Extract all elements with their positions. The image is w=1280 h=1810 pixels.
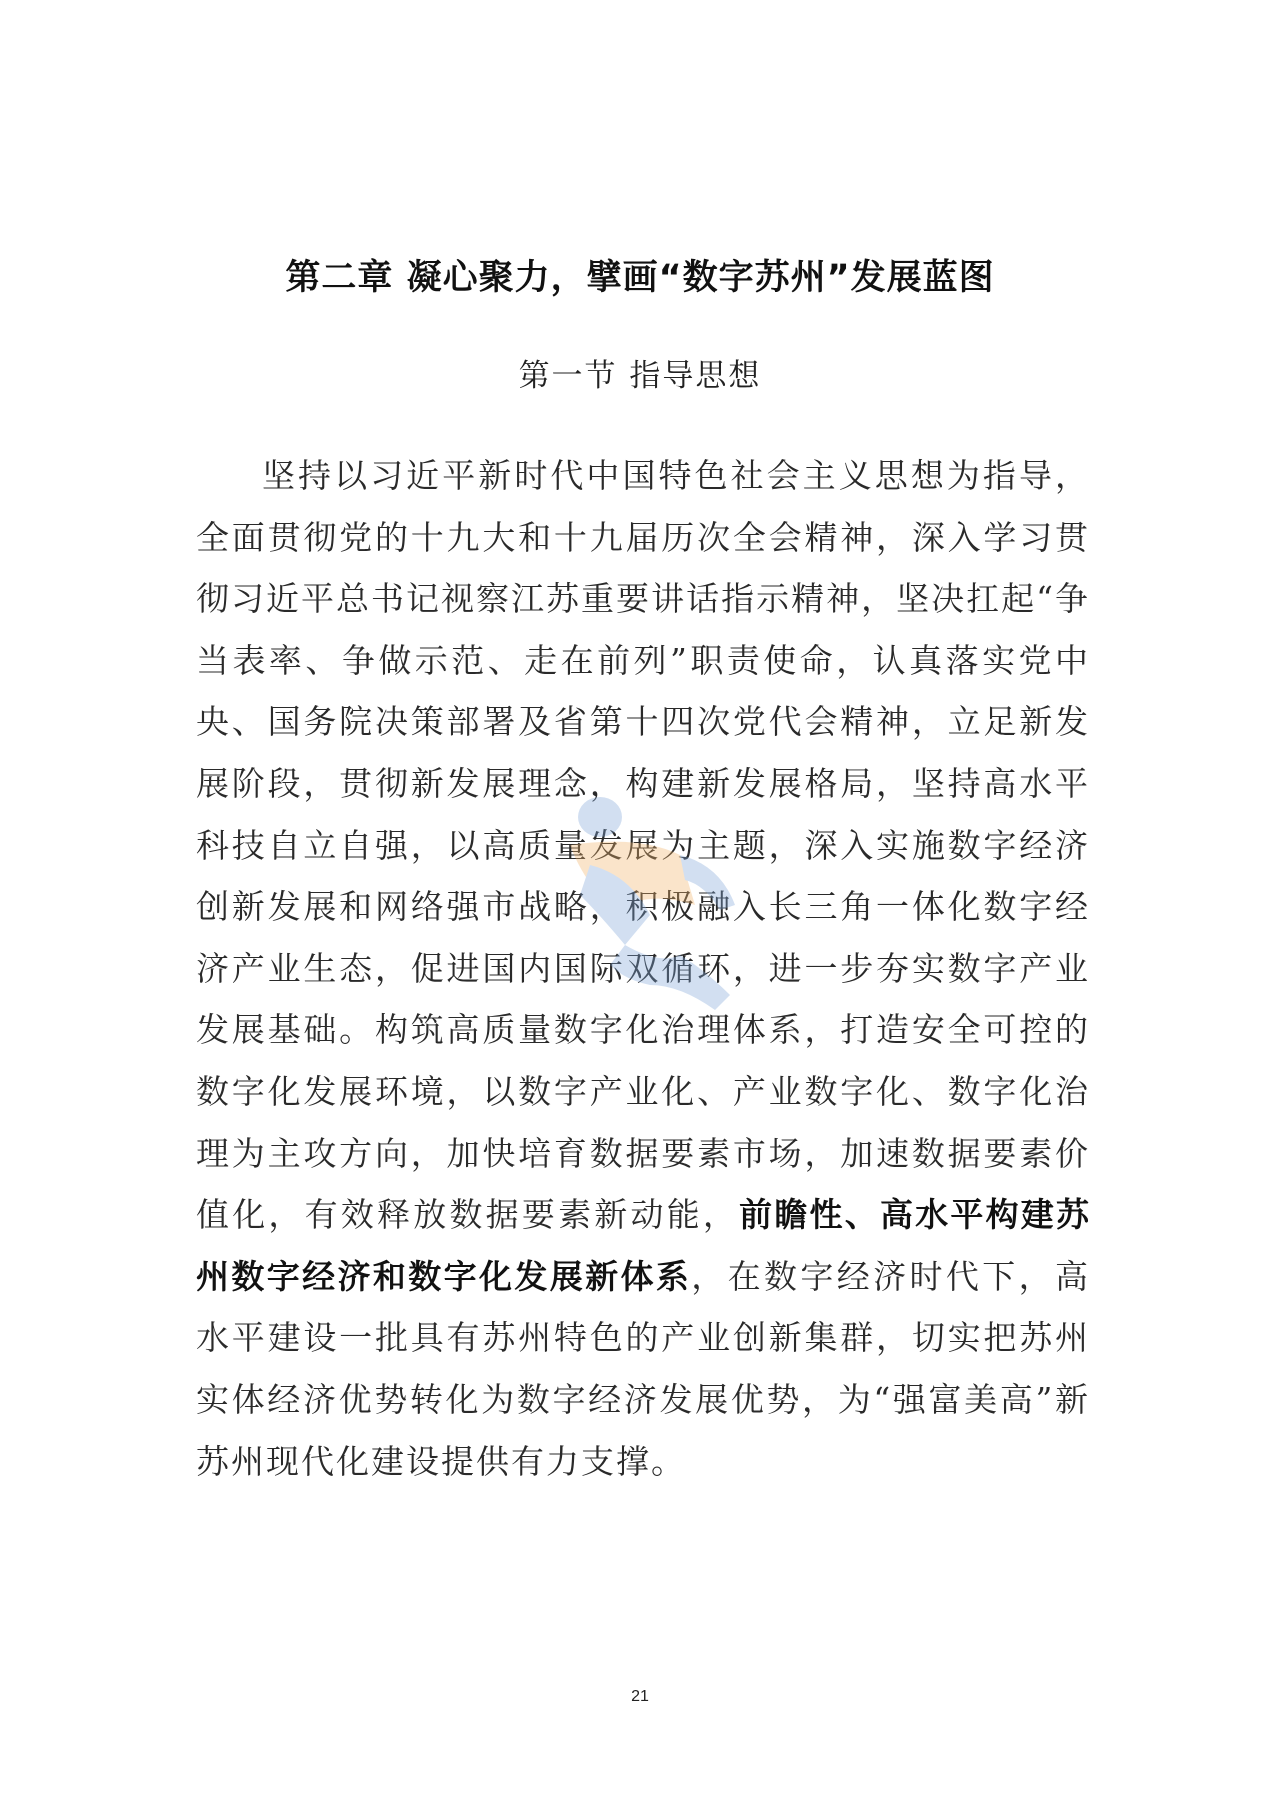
paragraph-text: 坚持以习近平新时代中国特色社会主义思想为指导，全面贯彻党的十九大和十九届历次全会精神，深入学习贯彻习近平总书记视察江苏重要讲话指示精神，坚决扛起“争当表率、争做示范、走在前列”职责使命，认真落实党中央、国务院决策部署及省第十四次党代会精神，立足新发展阶段，贯彻新发展理念，构建新发展格局，坚持高水平科技自立自强，以高质量发展为主题，深入实施数字经济创新发展和网络强市战略，积极融入长三角一体化数字经济产业生态，促进国内国际双循环，进一步夯实数字产业发展基础。构筑高质量数字化治理体系，打造安全可控的数字化发展环境，以数字产业化、产业数字化、数字化治理为主攻方向，加快培育数据要素市场，加速数据要素价值化，有效释放数据要素新动能， <box>196 456 1090 1235</box>
section-title: 第一节 指导思想 <box>518 358 762 394</box>
paragraph-text-continued: ，在数字经济时代下，高水平建设一批具有苏州特色的产业创新集群，切实把苏州实体经济优势转化为数字经济发展优势，为“强富美高”新苏州现代化建设提供有力支撑。 <box>196 1256 1090 1481</box>
chapter-title: 第二章 凝心聚力，擘画“数字苏州”发展蓝图 <box>285 258 995 298</box>
emphasized-text: 前瞻性、高水平构建苏州数字经济和数字化发展新体系 <box>196 1195 1091 1296</box>
page-number: 21 <box>631 1688 649 1705</box>
body-paragraph <box>196 445 1090 1492</box>
